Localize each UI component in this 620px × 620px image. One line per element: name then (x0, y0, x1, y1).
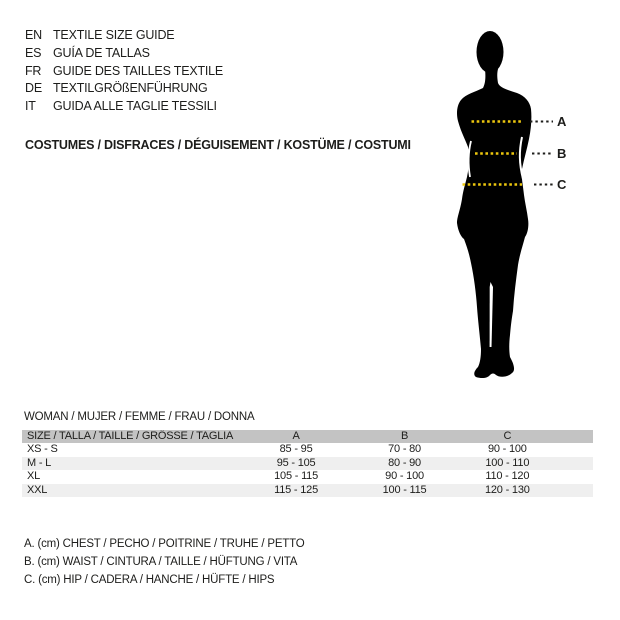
row-size: M - L (27, 456, 52, 469)
language-row (25, 45, 223, 63)
row-spacer (559, 470, 593, 483)
legend-line-waist: B. (cm) WAIST / CINTURA / TAILLE / HÜFTUNG / VITA (24, 556, 298, 568)
size-table (22, 430, 593, 497)
language-code: IT (25, 99, 36, 113)
legend-line-hip: C. (cm) HIP / CADERA / HANCHE / HÜFTE / HIPS (24, 574, 275, 586)
header-b: B (400, 430, 409, 442)
section-title-woman: WOMAN / MUJER / FEMME / FRAU / DONNA (24, 411, 255, 423)
measure-label-c: C (557, 177, 567, 192)
row-b: 90 - 100 (385, 470, 424, 483)
measure-label-a: A (557, 114, 567, 129)
size-table-header-row (22, 430, 593, 443)
row-size: XXL (27, 483, 48, 496)
row-size: XS - S (27, 443, 58, 456)
row-b: 70 - 80 (388, 443, 421, 456)
language-label: TEXTILE SIZE GUIDE (53, 28, 175, 42)
table-row (22, 443, 593, 456)
row-a: 115 - 125 (274, 483, 319, 496)
measurement-legend (24, 535, 305, 589)
silhouette-head (477, 31, 504, 73)
row-spacer (559, 457, 593, 470)
row-c: 110 - 120 (485, 470, 530, 483)
size-figure (440, 25, 620, 395)
language-code: ES (25, 45, 42, 60)
language-list (25, 27, 223, 116)
category-title: COSTUMES / DISFRACES / DÉGUISEMENT / KOSTÜME / COSTUMI (25, 138, 411, 152)
row-b: 100 - 115 (382, 483, 427, 496)
measure-label-b: B (557, 146, 567, 161)
table-row (22, 484, 593, 497)
row-b: 80 - 90 (388, 456, 421, 469)
language-code: FR (25, 63, 42, 78)
header-size: SIZE / TALLA / TAILLE / GRÖSSE / TAGLIA (27, 430, 234, 442)
silhouette-body (457, 69, 531, 378)
legend-line-chest: A. (cm) CHEST / PECHO / POITRINE / TRUHE / PETTO (24, 538, 305, 550)
language-row (25, 63, 223, 81)
table-row (22, 457, 593, 470)
row-c: 100 - 110 (485, 456, 530, 469)
row-spacer (559, 484, 593, 497)
language-label: GUIDA ALLE TAGLIE TESSILI (53, 99, 217, 113)
language-row (25, 80, 223, 98)
row-a: 95 - 105 (276, 456, 316, 469)
woman-silhouette-graphic (440, 25, 620, 395)
language-label: TEXTILGRÖßENFÜHRUNG (53, 81, 208, 96)
header-spacer (559, 430, 593, 443)
table-row (22, 470, 593, 483)
row-size: XL (27, 470, 41, 483)
language-row (25, 27, 223, 45)
row-c: 120 - 130 (484, 483, 530, 496)
language-code: EN (25, 28, 42, 42)
row-a: 105 - 115 (274, 470, 319, 483)
row-c: 90 - 100 (487, 443, 527, 456)
header-a: A (292, 430, 300, 442)
language-row (25, 98, 223, 116)
language-label: GUIDE DES TAILLES TEXTILE (53, 63, 224, 78)
header-c: C (503, 430, 512, 442)
row-spacer (559, 443, 593, 456)
row-a: 85 - 95 (279, 443, 313, 456)
language-label: GUÍA DE TALLAS (53, 45, 150, 60)
language-code: DE (25, 81, 42, 96)
